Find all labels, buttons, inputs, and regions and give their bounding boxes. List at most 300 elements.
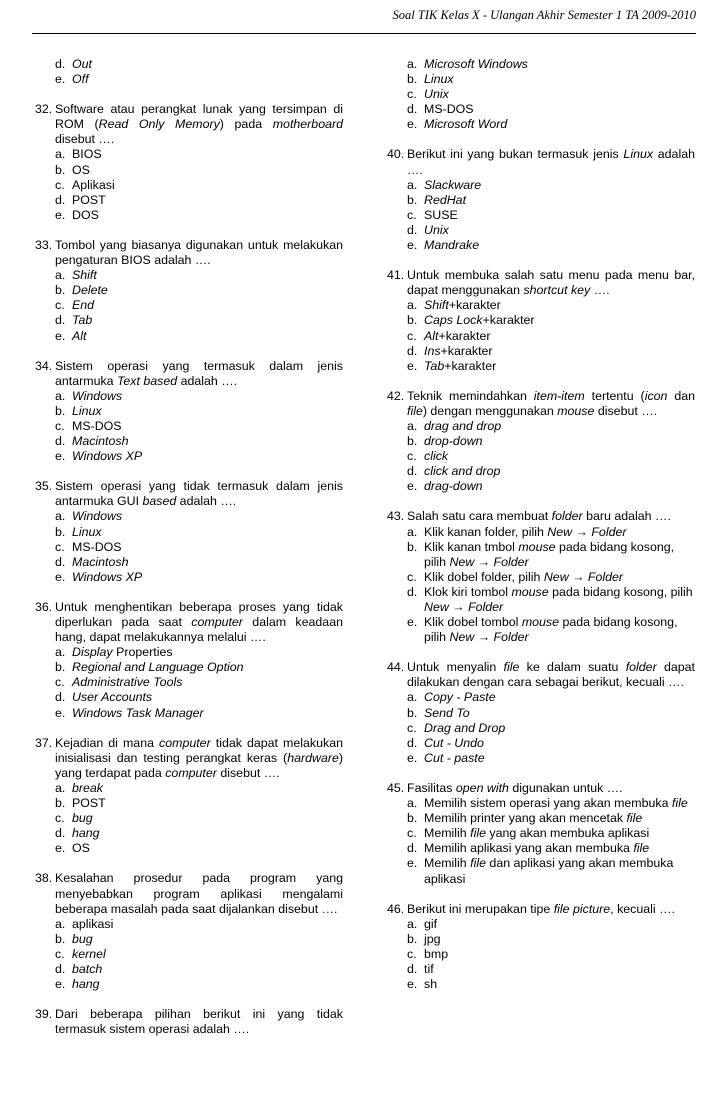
option-letter: d. [55, 434, 66, 449]
answer-option [407, 796, 695, 811]
answer-option [407, 313, 695, 328]
option-text [72, 660, 244, 674]
answer-option [55, 389, 343, 404]
text-run: bug [72, 811, 93, 826]
text-run: Sistem operasi yang termasuk dalam jenis antarmuka [55, 358, 343, 388]
text-run: Berikut ini yang bukan termasuk jenis [407, 147, 624, 162]
text-run: POST [72, 796, 106, 811]
text-run: Berikut ini merupakan tipe [407, 901, 554, 916]
option-letter: e. [407, 977, 418, 992]
text-run: Aplikasi [72, 177, 115, 192]
text-run: mouse [557, 403, 595, 418]
text-run: ) dengan menggunakan [422, 403, 558, 418]
text-run: shortcut key [523, 283, 591, 298]
question [387, 902, 695, 993]
option-text [72, 796, 106, 810]
text-run: Send To [424, 705, 470, 720]
option-text [72, 313, 92, 327]
option-text [72, 570, 142, 584]
option-text [72, 917, 113, 931]
answer-option [407, 811, 695, 826]
text-run: file [671, 796, 688, 811]
option-letter: b. [407, 434, 418, 449]
question-number: 38. [35, 871, 53, 886]
option-text [424, 57, 528, 71]
text-run: sh [424, 977, 438, 992]
option-text [424, 298, 501, 312]
option-letter: a. [55, 916, 66, 931]
question-number: 40. [387, 147, 405, 162]
question-stem [407, 147, 695, 177]
answer-option [407, 238, 695, 253]
option-text [72, 645, 173, 659]
option-letter: e. [55, 328, 66, 343]
text-run: hardware [287, 750, 339, 765]
question-number: 36. [35, 599, 53, 614]
text-run: gif [424, 916, 438, 931]
option-letter: c. [407, 720, 417, 735]
text-run: Mandrake [424, 238, 480, 253]
option-text [424, 208, 458, 222]
text-run: Slackware [424, 177, 482, 192]
answer-option [55, 555, 343, 570]
answer-option [407, 87, 695, 102]
answer-option [407, 540, 695, 570]
answer-option [407, 977, 695, 992]
option-letter: a. [407, 524, 418, 539]
answer-option [55, 329, 343, 344]
option-letter: d. [55, 57, 66, 71]
text-run: file [407, 403, 423, 418]
answer-option [407, 102, 695, 117]
option-text [424, 706, 470, 720]
answer-option [55, 509, 343, 524]
question-stem [55, 102, 343, 147]
answer-option [55, 419, 343, 434]
text-run: file [470, 856, 486, 871]
question-stem [55, 238, 343, 268]
text-run: Shift [72, 268, 97, 283]
answer-option [407, 570, 695, 585]
text-run: ) pada [219, 117, 273, 132]
text-run: Macintosh [72, 554, 129, 569]
answer-option [55, 404, 343, 419]
text-run: BIOS [72, 147, 102, 162]
option-text [72, 298, 94, 312]
option-letter: e. [55, 207, 66, 222]
text-run: pada bidang kosong, pilih [424, 539, 675, 569]
text-run: RedHat [424, 192, 467, 207]
answer-option [55, 72, 343, 87]
option-text [424, 344, 493, 358]
option-letter: c. [407, 569, 417, 584]
text-run: New → Folder [424, 600, 504, 614]
text-run: computer [191, 615, 243, 629]
text-run: MS-DOS [424, 102, 474, 117]
answer-option [407, 962, 695, 977]
text-run: aplikasi [72, 916, 114, 931]
question-number: 39. [35, 1007, 53, 1022]
text-run: adalah …. [407, 147, 695, 177]
text-run: disebut …. [594, 403, 658, 418]
question [387, 389, 695, 495]
question-number: 33. [35, 237, 53, 252]
answer-option [55, 826, 343, 841]
text-run: Linux [623, 147, 654, 162]
answer-option [407, 223, 695, 238]
text-run: Klik kanan tmbol [424, 539, 519, 554]
text-run: Windows Task Manager [72, 705, 204, 720]
question-stem [407, 268, 695, 298]
text-run: mouse [511, 584, 549, 599]
option-text [72, 283, 108, 297]
text-run: , kecuali …. [610, 901, 675, 916]
question-stem [407, 509, 695, 524]
option-letter: a. [407, 298, 418, 313]
option-text [72, 509, 122, 523]
option-text [72, 841, 90, 855]
question [35, 600, 343, 721]
option-letter: b. [407, 313, 418, 328]
text-run: ) yang terdapat pada [55, 750, 343, 780]
option-letter: d. [407, 961, 418, 976]
text-run: New → Folder [547, 524, 627, 539]
option-letter: a. [55, 388, 66, 403]
answer-option [55, 449, 343, 464]
header-rule [32, 33, 696, 34]
answer-option [55, 932, 343, 947]
option-letter: d. [407, 102, 418, 117]
option-text [424, 313, 535, 327]
option-text [72, 268, 97, 282]
option-text [72, 690, 152, 704]
option-letter: c. [407, 946, 417, 961]
option-letter: c. [55, 539, 65, 554]
answer-option [407, 479, 695, 494]
option-letter: b. [55, 660, 66, 675]
text-run: MS-DOS [72, 418, 122, 433]
option-letter: e. [55, 977, 66, 992]
option-letter: e. [55, 705, 66, 720]
text-run: Linux [424, 72, 454, 87]
option-text [424, 87, 449, 101]
option-text [424, 615, 678, 644]
text-run: file [503, 660, 520, 675]
text-run: End [72, 298, 95, 313]
text-run: Ins [424, 343, 441, 358]
option-text [424, 434, 483, 448]
option-text [72, 826, 100, 840]
answer-option [407, 419, 695, 434]
answer-option [407, 736, 695, 751]
question [35, 1007, 343, 1037]
text-run: Caps Lock [424, 313, 483, 328]
option-text [424, 193, 466, 207]
answer-option [407, 344, 695, 359]
option-text [424, 102, 474, 116]
option-text [72, 163, 90, 177]
option-letter: b. [407, 72, 418, 87]
option-text [424, 117, 507, 131]
text-run: folder [551, 509, 583, 524]
question-stem [55, 600, 343, 645]
text-run: adalah …. [176, 494, 237, 509]
text-run: Drag and Drop [424, 720, 506, 735]
question-number: 46. [387, 901, 405, 916]
option-letter: b. [407, 705, 418, 720]
option-letter: e. [407, 615, 418, 630]
option-letter: a. [55, 780, 66, 795]
answer-option [55, 525, 343, 540]
option-text [72, 675, 182, 689]
answer-option [55, 283, 343, 298]
text-run: DOS [72, 207, 99, 222]
answer-option [407, 193, 695, 208]
option-letter: a. [55, 509, 66, 524]
option-text [72, 706, 204, 720]
answer-option [55, 962, 343, 977]
text-run: Sistem operasi yang tidak termasuk dalam jenis antarmuka GUI [55, 479, 343, 509]
option-text [424, 856, 673, 885]
answer-option [407, 178, 695, 193]
option-text [424, 329, 490, 343]
option-text [424, 962, 434, 976]
text-run: drop-down [424, 434, 483, 449]
option-text [72, 389, 122, 403]
text-run: Shift [424, 298, 449, 313]
option-text [424, 525, 626, 539]
text-run: Klik dobel tombol [424, 615, 522, 630]
answer-option [407, 434, 695, 449]
answer-option [407, 826, 695, 841]
answer-option [55, 841, 343, 856]
option-letter: c. [407, 826, 417, 841]
option-text [72, 329, 86, 343]
text-run: Alt [424, 328, 439, 343]
text-run: Linux [72, 524, 102, 539]
question-stem [55, 1007, 343, 1037]
question [35, 359, 343, 465]
answer-option [407, 841, 695, 856]
option-text [424, 811, 642, 825]
text-run: New → Folder [543, 569, 624, 584]
option-letter: b. [407, 539, 418, 554]
text-run: OS [72, 162, 90, 177]
option-letter: d. [407, 584, 418, 599]
answer-option [55, 917, 343, 932]
option-letter: c. [55, 298, 65, 313]
option-text [424, 721, 505, 735]
text-run: POST [72, 192, 106, 207]
answer-option [55, 977, 343, 992]
text-run: Alt [72, 328, 87, 343]
text-run: Untuk menghentikan beberapa proses yang tidak diperlukan pada saat [55, 599, 343, 629]
question-stem [55, 359, 343, 389]
text-run: computer [159, 735, 211, 750]
answer-option [55, 313, 343, 328]
option-text [424, 690, 496, 704]
option-text [72, 540, 122, 554]
answer-option [55, 781, 343, 796]
answer-option [407, 117, 695, 132]
text-run: Linux [72, 403, 102, 418]
option-text [72, 208, 99, 222]
continued-options [387, 57, 695, 132]
answer-option [407, 329, 695, 344]
option-letter: b. [407, 931, 418, 946]
text-run: motherboard [272, 117, 343, 132]
option-text [72, 947, 106, 961]
question-number: 43. [387, 509, 405, 524]
text-run: Properties [112, 645, 173, 660]
answer-option [55, 540, 343, 555]
answer-option [55, 147, 343, 162]
answer-option [407, 917, 695, 932]
text-run: file [470, 826, 486, 841]
option-text [424, 751, 485, 765]
option-text [424, 359, 496, 373]
option-letter: e. [407, 358, 418, 373]
option-text [424, 826, 649, 840]
answer-option [407, 751, 695, 766]
answer-option [407, 298, 695, 313]
continued-options [35, 57, 343, 87]
text-run: pada bidang kosong, pilih [548, 584, 693, 599]
option-text [72, 193, 106, 207]
option-letter: e. [407, 117, 418, 132]
text-run: mouse [521, 615, 560, 630]
text-run: file [633, 841, 650, 856]
answer-option [55, 268, 343, 283]
text-run: tif [424, 961, 434, 976]
text-run: Windows [72, 509, 123, 524]
text-run: file [626, 811, 643, 826]
option-letter: d. [407, 735, 418, 750]
text-run: digunakan untuk …. [508, 780, 623, 795]
answer-option [55, 570, 343, 585]
question [35, 102, 343, 223]
question [387, 147, 695, 253]
answer-option [407, 359, 695, 374]
text-run: open with [455, 780, 509, 795]
option-text [72, 781, 103, 795]
option-letter: e. [407, 856, 418, 871]
text-run: +karakter [444, 358, 497, 373]
answer-option [407, 706, 695, 721]
answer-option [55, 434, 343, 449]
option-text [72, 404, 102, 418]
text-run: dapat dilakukan dengan cara sebagai berikut, kecuali …. [407, 660, 696, 690]
option-letter: c. [55, 177, 65, 192]
option-letter: a. [55, 645, 66, 660]
text-run: Text based [116, 373, 178, 388]
option-letter: b. [55, 403, 66, 418]
option-text [72, 434, 128, 448]
question-stem [55, 871, 343, 916]
option-letter: e. [407, 750, 418, 765]
option-letter: a. [407, 57, 418, 71]
question-number: 42. [387, 388, 405, 403]
text-run: icon [644, 388, 668, 403]
question-stem [407, 781, 695, 796]
option-letter: a. [407, 177, 418, 192]
text-run: file picture [553, 901, 611, 916]
question-number: 44. [387, 660, 405, 675]
text-run: Out [72, 57, 92, 71]
option-letter: c. [55, 946, 65, 961]
option-letter: a. [407, 418, 418, 433]
option-text [424, 570, 623, 584]
text-run: Salah satu cara membuat [407, 509, 552, 524]
text-run: +karakter [448, 298, 501, 313]
question-stem [407, 389, 695, 419]
option-text [424, 796, 688, 810]
text-run: OS [72, 841, 90, 856]
option-text [72, 932, 93, 946]
option-letter: c. [407, 449, 417, 464]
text-run: Microsoft Windows [424, 57, 528, 71]
option-letter: b. [55, 283, 66, 298]
option-text [424, 479, 483, 493]
text-run: Administrative Tools [72, 675, 183, 690]
text-run: Memilih [424, 856, 471, 871]
text-run: based [142, 494, 177, 509]
option-text [424, 419, 501, 433]
text-run: ke dalam suatu [519, 660, 626, 675]
option-letter: c. [407, 207, 417, 222]
text-run: Software atau perangkat lunak yang tersimpan di ROM ( [55, 102, 343, 132]
option-letter: e. [407, 238, 418, 253]
text-run: item-item [533, 388, 585, 403]
text-run: Memilih aplikasi yang akan membuka [424, 841, 634, 856]
text-run: jpg [424, 931, 441, 946]
question-stem [55, 479, 343, 509]
answer-option [407, 525, 695, 540]
text-run: dalam keadaan hang, dapat melakukannya melalui …. [55, 615, 343, 645]
option-letter: a. [55, 268, 66, 283]
option-letter: c. [407, 87, 417, 102]
option-text [72, 72, 89, 86]
text-run: dan [667, 388, 696, 403]
text-run: drag-down [424, 479, 483, 494]
text-run: bmp [424, 946, 449, 961]
text-run: Memilih sistem operasi yang akan membuka [424, 796, 672, 811]
text-run: hang [72, 977, 100, 992]
option-letter: b. [407, 811, 418, 826]
option-letter: d. [55, 961, 66, 976]
option-text [424, 947, 448, 961]
option-letter: c. [55, 675, 65, 690]
text-run: tertentu ( [584, 388, 645, 403]
text-run: Windows XP [72, 449, 143, 464]
option-letter: a. [407, 796, 418, 811]
option-letter: d. [55, 313, 66, 328]
text-run: Klik kanan folder, pilih [424, 524, 548, 539]
answer-option [55, 193, 343, 208]
answer-option [55, 645, 343, 660]
option-letter: d. [55, 826, 66, 841]
text-run: +karakter [482, 313, 535, 328]
question [387, 660, 695, 766]
question [387, 509, 695, 645]
option-letter: c. [55, 811, 65, 826]
option-letter: b. [55, 524, 66, 539]
option-text [72, 811, 93, 825]
answer-option [407, 72, 695, 87]
option-letter: a. [55, 147, 66, 162]
text-run: baru adalah …. [582, 509, 671, 524]
answer-option [55, 796, 343, 811]
